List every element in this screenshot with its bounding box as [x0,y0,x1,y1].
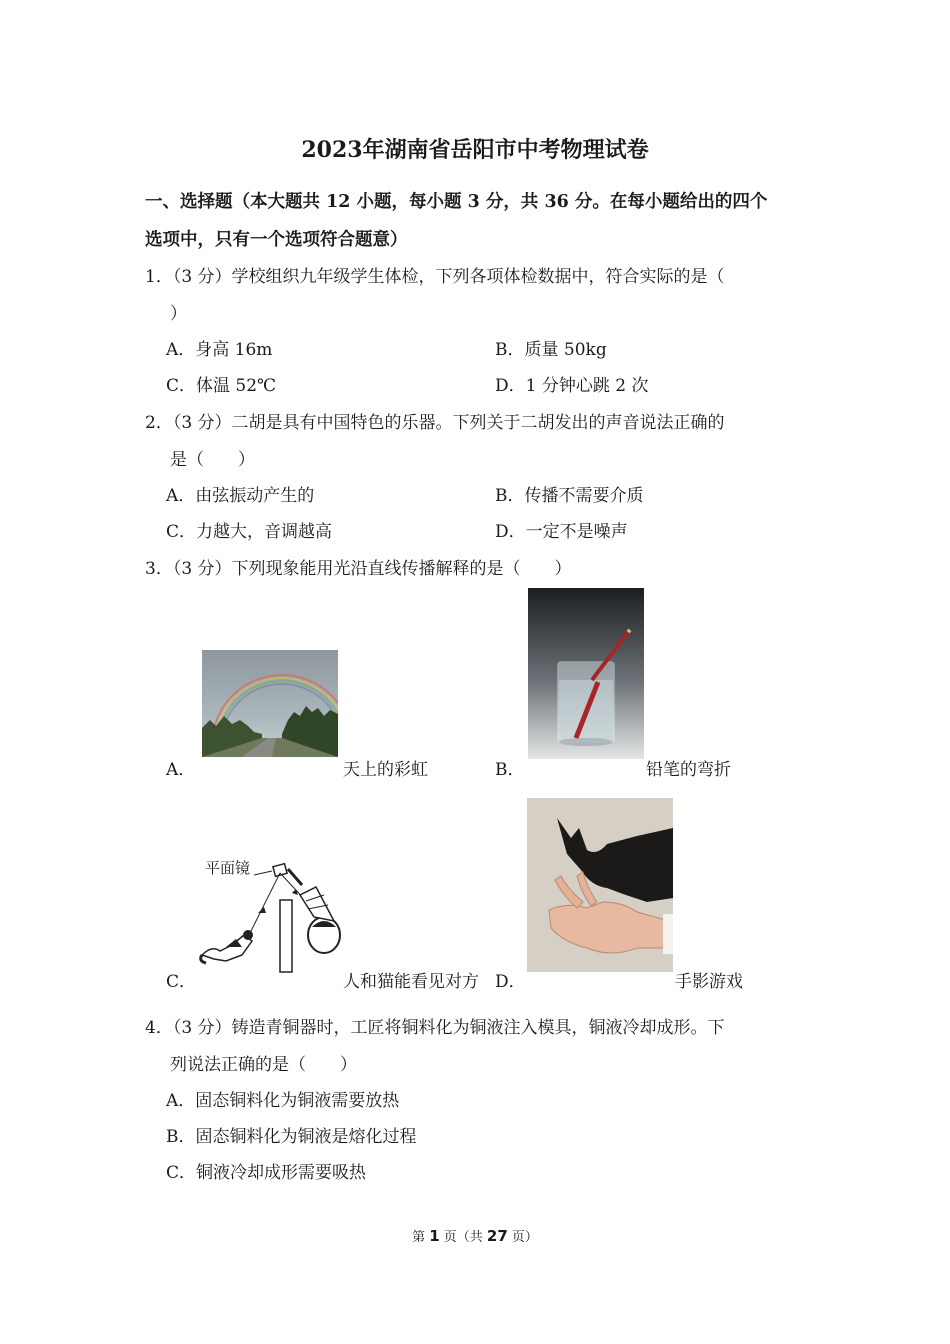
question-1-stem-cont: ） [170,304,187,324]
pencil-in-glass-photo [528,588,644,759]
question-2-stem: 2．（3 分）二胡是具有中国特色的乐器。下列关于二胡发出的声音说法正确的 [145,413,725,433]
question-3-option-b-letter[interactable]: B． [495,760,525,780]
question-1-option-d[interactable]: D．1 分钟心跳 2 次 [495,376,649,396]
hand-shadow-photo [527,798,673,972]
question-3-option-b-text: 铅笔的弯折 [646,760,731,780]
question-3-option-a-letter[interactable]: A． [166,760,196,780]
page-number: 1 [429,1227,440,1245]
footer-suffix: 页） [507,1230,538,1245]
question-3-stem: 3．（3 分）下列现象能用光沿直线传播解释的是（ ） [145,559,572,579]
footer-prefix: 第 [412,1230,430,1245]
question-3-option-c-text: 人和猫能看见对方 [343,972,479,992]
mirror-label: 平面镜 [205,859,251,877]
question-4-stem: 4．（3 分）铸造青铜器时，工匠将铜料化为铜液注入模具，铜液冷却成形。下 [145,1018,725,1038]
question-3-option-c-letter[interactable]: C． [166,972,197,992]
question-4-stem-cont: 列说法正确的是（ ） [170,1055,357,1075]
question-2-option-c[interactable]: C．力越大，音调越高 [166,522,333,542]
question-2-option-a[interactable]: A．由弦振动产生的 [166,486,315,506]
question-2-stem-cont: 是（ ） [170,450,255,470]
question-1-stem: 1．（3 分）学校组织九年级学生体检，下列各项体检数据中，符合实际的是（ [145,267,725,287]
rainbow-photo [202,650,338,757]
page-footer [0,1226,950,1245]
question-2-option-b[interactable]: B．传播不需要介质 [495,486,644,506]
question-1-option-c[interactable]: C．体温 52℃ [166,376,277,396]
question-3-option-d-text: 手影游戏 [675,972,743,992]
page-title: 2023年湖南省岳阳市中考物理试卷 [301,137,649,163]
question-3-option-d-letter[interactable]: D． [495,972,526,992]
question-1-option-b[interactable]: B．质量 50kg [495,340,607,360]
page-total: 27 [486,1227,508,1245]
question-3-option-a-text: 天上的彩虹 [343,760,428,780]
question-4-option-c[interactable]: C．铜液冷却成形需要吸热 [166,1163,367,1183]
mirror-diagram [196,855,346,973]
question-4-option-b[interactable]: B．固态铜料化为铜液是熔化过程 [166,1127,417,1147]
section-heading-line1: 一、选择题（本大题共 12 小题，每小题 3 分，共 36 分。在每小题给出的四个 [145,192,768,212]
section-heading-line2: 选项中，只有一个选项符合题意） [145,230,408,250]
footer-middle: 页（共 [439,1230,487,1245]
question-4-option-a[interactable]: A．固态铜料化为铜液需要放热 [166,1091,400,1111]
question-1-option-a[interactable]: A．身高 16m [166,340,273,360]
question-2-option-d[interactable]: D．一定不是噪声 [495,522,628,542]
